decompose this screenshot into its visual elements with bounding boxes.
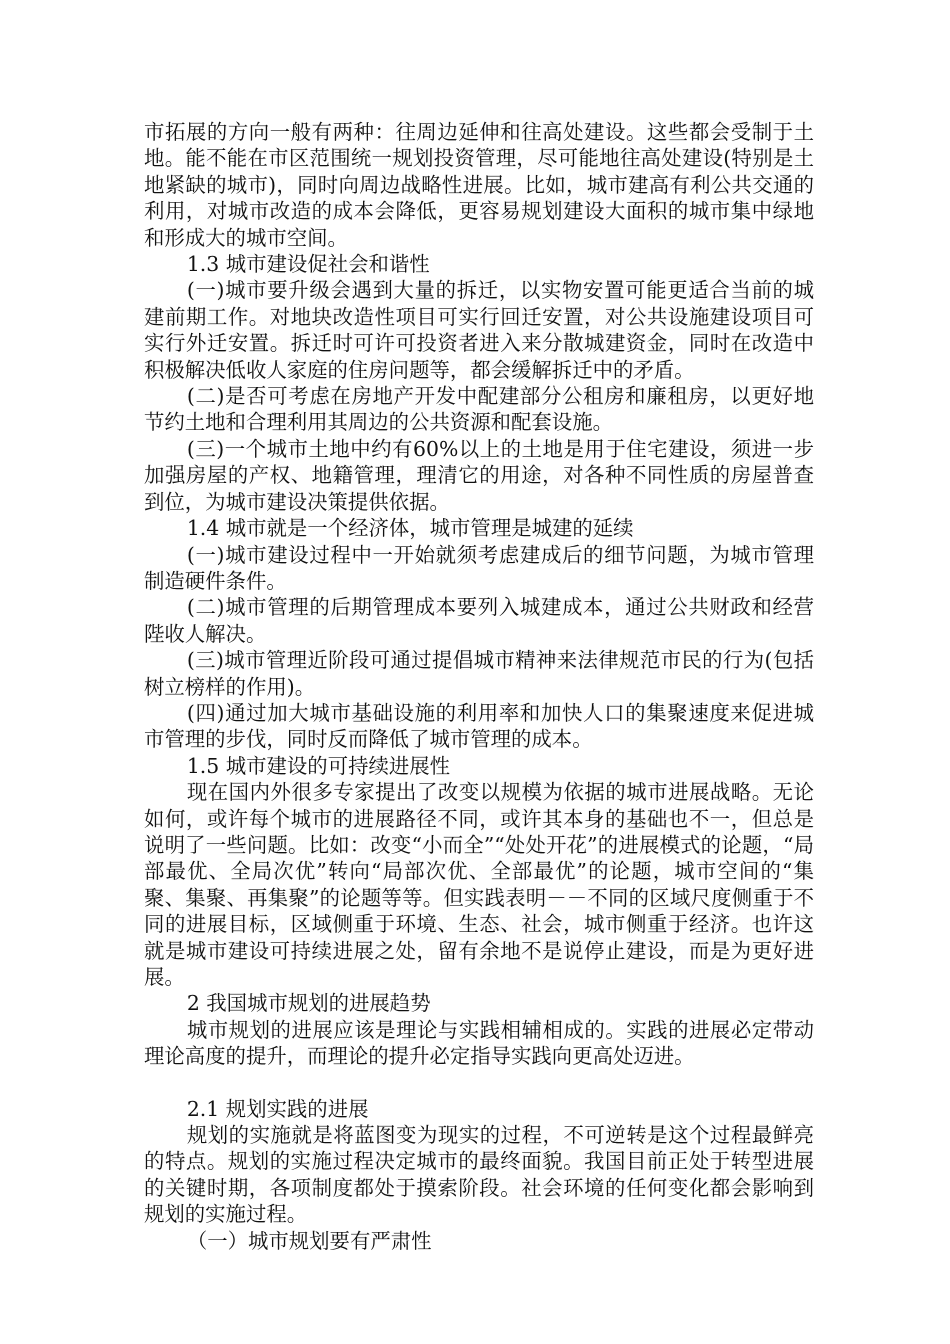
section-heading-2-1: 2.1 规划实践的进展 [186, 1096, 369, 1121]
paragraph: (三)一个城市土地中约有60%以上的土地是用于住宅建设，须进一步加强房屋的产权、地籍管理，理清它的用途，对各种不同性质的房屋普查到位，为城市建设决策提供依据。 [144, 436, 814, 514]
section-heading-1-5: 1.5 城市建设的可持续进展性 [186, 753, 451, 778]
paragraph: 现在国内外很多专家提出了改变以规模为依据的城市进展战略。无论如何，或许每个城市的进展路径不同，或许其本身的基础也不一，但总是说明了一些问题。比如：改变“小而全”“处处开花”的进展模式的论题，“局部最优、全局次优”转向“局部次优、全部最优”的论题，城市空间的“集聚、集聚、再集聚”的论题等等。但实践表明－－不同的区域尺度侧重于不同的进展目标，区域侧重于环境、生态、社会，城市侧重于经济。也许这就是城市建设可持续进展之处，留有余地不是说停止建设，而是为更好进展。 [144, 780, 814, 989]
subsection-heading: （一）城市规划要有严肃性 [186, 1228, 432, 1253]
paragraph: (三)城市管理近阶段可通过提倡城市精神来法律规范市民的行为(包括树立榜样的作用)。 [144, 648, 814, 699]
section-heading-2: 2 我国城市规划的进展趋势 [186, 991, 431, 1016]
section-heading-1-3: 1.3 城市建设促社会和谐性 [186, 252, 430, 277]
paragraph: 规划的实施就是将蓝图变为现实的过程，不可逆转是这个过程最鲜亮的特点。规划的实施过程决定城市的最终面貌。我国目前正处于转型进展的关键时期，各项制度都处于摸索阶段。社会环境的任何变化都会影响到规划的实施过程。 [144, 1123, 814, 1227]
blank-line [144, 1070, 814, 1096]
paragraph-continued: 市拓展的方向一般有两种：往周边延伸和往高处建设。这些都会受制于土地。能不能在市区范围统一规划投资管理，尽可能地往高处建设(特别是土地紧缺的城市)，同时向周边战略性进展。比如，城市建高有利公共交通的利用，对城市改造的成本会降低，更容易规划建设大面积的城市集中绿地和形成大的城市空间。 [144, 120, 814, 250]
paragraph: (二)是否可考虑在房地产开发中配建部分公租房和廉租房，以更好地节约土地和合理利用其周边的公共资源和配套设施。 [144, 384, 814, 435]
paragraph: 城市规划的进展应该是理论与实践相辅相成的。实践的进展必定带动理论高度的提升，而理论的提升必定指导实践向更高处迈进。 [144, 1017, 814, 1069]
paragraph: (二)城市管理的后期管理成本要列入城建成本，通过公共财政和经营陛收人解决。 [144, 595, 814, 646]
paragraph: (一)城市建设过程中一开始就须考虑建成后的细节问题，为城市管理制造硬件条件。 [144, 542, 814, 593]
paragraph: (一)城市要升级会遇到大量的拆迁，以实物安置可能更适合当前的城建前期工作。对地块改造性项目可实行回迁安置，对公共设施建设项目可实行外迁安置。拆迁时可许可投资者进入来分散城建资金，同时在改造中积极解决低收人家庭的住房问题等，都会缓解拆迁中的矛盾。 [144, 278, 814, 382]
document-body [144, 119, 814, 1254]
paragraph: (四)通过加大城市基础设施的利用率和加快人口的集聚速度来促进城市管理的步伐，同时反而降低了城市管理的成本。 [144, 700, 814, 752]
section-heading-1-4: 1.4 城市就是一个经济体，城市管理是城建的延续 [186, 516, 634, 541]
